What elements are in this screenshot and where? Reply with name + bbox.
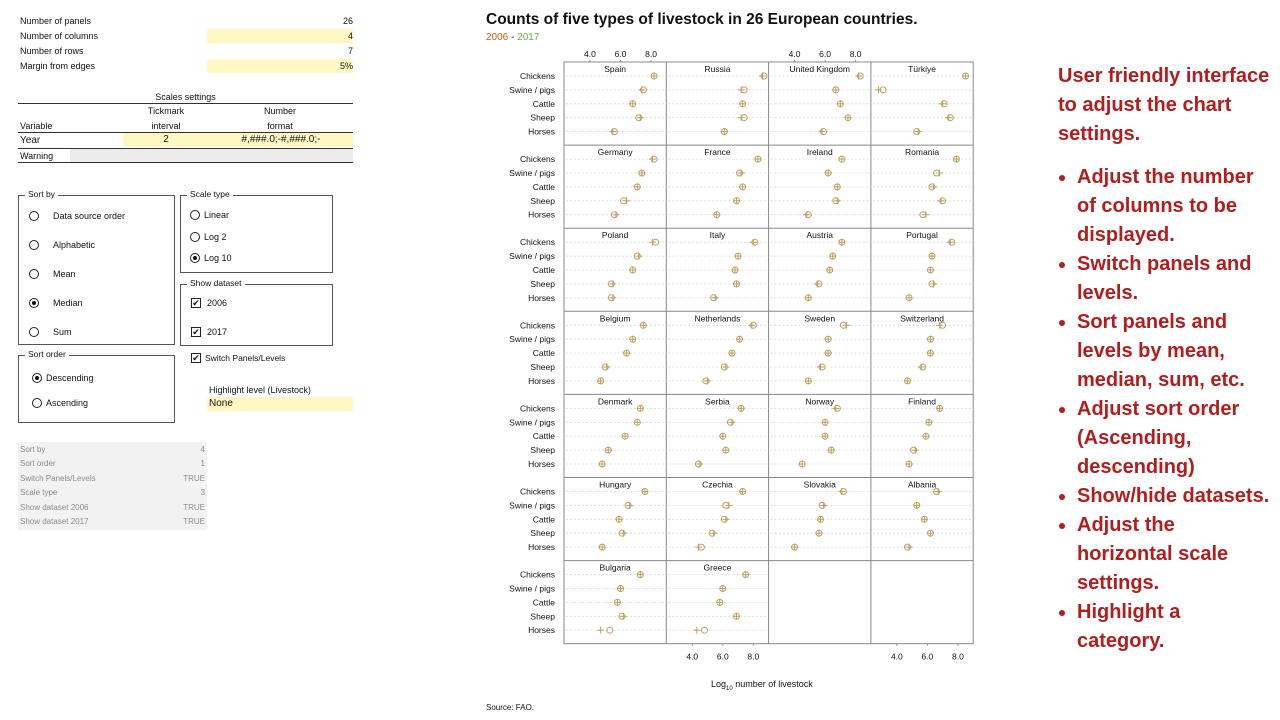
category-label: Sheep — [530, 195, 555, 206]
radio-icon[interactable] — [29, 269, 39, 279]
panel-title: Austria — [806, 230, 833, 241]
category-label: Horses — [528, 209, 555, 220]
x-tick-label: 6.0 — [819, 49, 832, 59]
head-variable: Variable — [20, 121, 53, 131]
radio-selected-icon[interactable] — [29, 298, 39, 308]
category-label: Horses — [528, 542, 555, 553]
panel-title: Türkiye — [908, 64, 936, 74]
category-label: Swine / pigs — [509, 334, 555, 345]
year-variable-label: Year — [20, 135, 41, 146]
category-label: Chickens — [520, 569, 555, 580]
category-label: Swine / pigs — [509, 417, 555, 428]
sort-by-option-sum[interactable]: Sum — [29, 326, 72, 337]
category-label: Chickens — [520, 237, 555, 248]
panel-title: Italy — [709, 230, 726, 241]
category-label: Horses — [528, 375, 555, 386]
state-label-scale-type: Scale type — [20, 488, 58, 497]
checkbox-checked-icon[interactable]: ✔ — [192, 297, 200, 308]
state-value-sort-order: 1 — [200, 459, 205, 468]
state-label-dataset-2017: Show dataset 2017 — [20, 517, 89, 526]
note-item: • Adjust sort order (Ascending, descending) — [1077, 395, 1273, 482]
legend-separator: - — [508, 32, 518, 43]
x-tick-label: 4.0 — [584, 49, 596, 59]
sort-by-option-mean[interactable]: Mean — [29, 268, 76, 279]
panel-title: Serbia — [705, 396, 730, 407]
category-label: Horses — [528, 459, 555, 469]
radio-icon[interactable] — [29, 327, 39, 337]
sort-order-title: Sort order — [25, 349, 69, 359]
state-value-sort-by: 4 — [200, 445, 205, 454]
state-value-scale-type: 3 — [200, 488, 205, 497]
rows-count-value: 7 — [347, 46, 353, 56]
radio-selected-icon[interactable] — [190, 253, 200, 263]
x-tick-label: 4.0 — [686, 651, 699, 662]
settings-label-columns: Number of columns — [20, 31, 99, 41]
x-tick-label: 8.0 — [849, 49, 862, 59]
panel-title: Portugal — [906, 230, 938, 241]
panel-title: Ireland — [806, 147, 833, 158]
panel-title: Russia — [704, 64, 731, 74]
panel-title: Bulgaria — [599, 562, 631, 573]
panel-title: Germany — [597, 147, 633, 158]
panel-title: Belgium — [599, 313, 631, 324]
legend-2006: 2006 — [486, 32, 509, 43]
scale-type-title: Scale type — [187, 189, 233, 199]
warning-label: Warning — [20, 151, 54, 161]
show-dataset-2017-checkbox[interactable]: ✔ 2017 — [192, 326, 228, 337]
category-label: Chickens — [520, 486, 555, 497]
highlight-level-input[interactable]: None — [207, 397, 353, 411]
settings-label-margin: Margin from edges — [20, 61, 96, 71]
feature-notes — [1058, 62, 1273, 656]
x-axis-label: Log$_{10}$ number of livestock — [711, 679, 813, 692]
head-number: Number — [263, 106, 296, 116]
category-label: Horses — [528, 625, 555, 636]
scale-type-group — [180, 189, 333, 273]
state-value-switch: TRUE — [183, 474, 205, 483]
panel-title: France — [704, 147, 731, 158]
category-label: Cattle — [532, 431, 555, 442]
panel-title: Poland — [601, 230, 629, 241]
livestock-dot-chart — [480, 40, 990, 700]
checkbox-checked-icon[interactable]: ✔ — [192, 326, 200, 337]
panel-title: Czechia — [702, 479, 733, 490]
head-tickmark: Tickmark — [147, 106, 185, 116]
category-label: Cattle — [532, 181, 555, 192]
panel-title: United Kingdom — [789, 64, 850, 74]
scale-type-option-linear[interactable]: Linear — [190, 209, 229, 220]
category-label: Cattle — [532, 98, 555, 109]
category-label: Swine / pigs — [509, 500, 555, 511]
panel-title: Romania — [905, 147, 940, 158]
note-item: • Highlight a category. — [1077, 598, 1273, 656]
category-label: Cattle — [532, 514, 555, 525]
x-tick-label: 6.0 — [921, 651, 934, 662]
state-label-sort-order: Sort order — [20, 459, 56, 468]
legend-2017: 2017 — [517, 32, 540, 43]
note-item: • Switch panels and levels. — [1077, 250, 1273, 308]
sort-by-title: Sort by — [25, 189, 58, 199]
sort-order-group — [18, 349, 175, 423]
category-label: Chickens — [520, 320, 555, 331]
tickmark-interval-input[interactable]: 2 — [123, 133, 209, 147]
category-label: Swine / pigs — [509, 251, 555, 262]
scales-top-rule — [18, 103, 353, 104]
panel-title: Spain — [604, 64, 627, 74]
panel-title: Norway — [805, 396, 835, 407]
state-table — [18, 442, 207, 530]
head-format: format — [267, 121, 293, 131]
x-tick-label: 8.0 — [747, 651, 760, 662]
sort-by-option-median[interactable]: Median — [29, 297, 83, 308]
category-label: Chickens — [520, 154, 555, 165]
panel-title: Denmark — [597, 396, 633, 407]
warning-value — [70, 149, 353, 162]
category-label: Sheep — [530, 528, 555, 539]
x-tick-label: 4.0 — [788, 49, 801, 59]
note-item: • Adjust the horizontal scale settings. — [1077, 511, 1273, 598]
chart-title: Counts of five types of livestock in 26 European countries. — [486, 11, 918, 28]
switch-panels-levels-checkbox[interactable]: ✔ Switch Panels/Levels — [192, 352, 286, 363]
sort-by-option-data-source[interactable]: Data source order — [29, 210, 125, 221]
chart-source: Source: FAO. — [486, 703, 535, 712]
show-dataset-2006-checkbox[interactable]: ✔ 2006 — [192, 297, 228, 308]
show-dataset-title: Show dataset — [187, 278, 245, 288]
state-value-dataset-2017: TRUE — [183, 517, 205, 526]
settings-label-rows: Number of rows — [20, 46, 84, 56]
category-label: Sheep — [530, 362, 555, 372]
category-label: Cattle — [532, 597, 555, 608]
scale-type-option-log2[interactable]: Log 2 — [190, 231, 227, 242]
highlight-level-label: Highlight level (Livestock) — [209, 385, 312, 395]
category-label: Cattle — [532, 265, 555, 275]
x-tick-label: 6.0 — [614, 49, 627, 59]
category-label: Swine / pigs — [509, 583, 555, 594]
state-label-switch: Switch Panels/Levels — [20, 474, 96, 483]
category-label: Sheep — [530, 112, 555, 123]
margin-input[interactable]: 5% — [207, 59, 353, 73]
radio-icon[interactable] — [29, 211, 39, 221]
x-tick-label: 4.0 — [890, 651, 903, 662]
category-label: Sheep — [530, 278, 555, 289]
category-label: Sheep — [530, 445, 555, 456]
panel-title: Netherlands — [694, 313, 741, 324]
notes-intro: User friendly interface to adjust the chart settings. — [1058, 65, 1270, 145]
category-label: Cattle — [532, 348, 555, 359]
radio-selected-icon[interactable] — [32, 373, 42, 383]
scale-type-option-log10[interactable]: Log 10 — [190, 252, 232, 263]
category-label: Swine / pigs — [509, 84, 555, 95]
category-label: Chickens — [520, 403, 555, 414]
show-dataset-group — [180, 278, 333, 346]
checkbox-checked-icon[interactable]: ✔ — [192, 352, 200, 363]
scales-bottom-rule — [18, 162, 353, 163]
category-label: Chickens — [520, 71, 555, 81]
sort-by-option-alphabetic[interactable]: Alphabetic — [29, 239, 95, 250]
scales-settings-title: Scales settings — [155, 92, 216, 102]
sort-by-group — [18, 189, 175, 345]
category-label: Horses — [528, 126, 555, 137]
panel-title: Switzerland — [900, 313, 945, 324]
x-tick-label: 8.0 — [952, 651, 964, 662]
category-label: Sheep — [530, 611, 555, 622]
head-interval: interval — [151, 121, 181, 131]
x-tick-label: 8.0 — [645, 49, 657, 59]
radio-icon[interactable] — [190, 232, 200, 242]
panel-title: Albania — [907, 479, 937, 490]
panel-title: Finland — [908, 396, 936, 407]
settings-label-panels: Number of panels — [20, 16, 92, 26]
number-format-input[interactable]: #,###.0;-#,###.0;- — [209, 133, 353, 147]
sort-order-option-descending[interactable]: Descending — [32, 372, 94, 383]
sort-order-option-ascending[interactable]: Ascending — [32, 397, 88, 408]
state-label-sort-by: Sort by — [20, 445, 46, 454]
x-tick-label: 6.0 — [716, 651, 729, 662]
radio-icon[interactable] — [32, 398, 42, 408]
state-value-dataset-2006: TRUE — [183, 503, 205, 512]
note-item: • Sort panels and levels by mean, median, sum, etc. — [1077, 308, 1273, 395]
notes-list — [1058, 163, 1273, 656]
panel-title: Greece — [703, 562, 732, 573]
radio-icon[interactable] — [190, 210, 200, 220]
state-label-dataset-2006: Show dataset 2006 — [20, 503, 89, 512]
panel-title: Hungary — [599, 479, 632, 490]
panels-count-value: 26 — [342, 16, 353, 26]
radio-icon[interactable] — [29, 240, 39, 250]
category-label: Swine / pigs — [509, 168, 555, 178]
columns-input[interactable]: 4 — [207, 29, 353, 43]
panel-title: Sweden — [804, 313, 836, 324]
note-item: • Adjust the number of columns to be displayed. — [1077, 163, 1273, 250]
note-item: • Show/hide datasets. — [1077, 482, 1273, 511]
category-label: Horses — [528, 292, 555, 303]
panel-title: Slovakia — [803, 479, 836, 490]
